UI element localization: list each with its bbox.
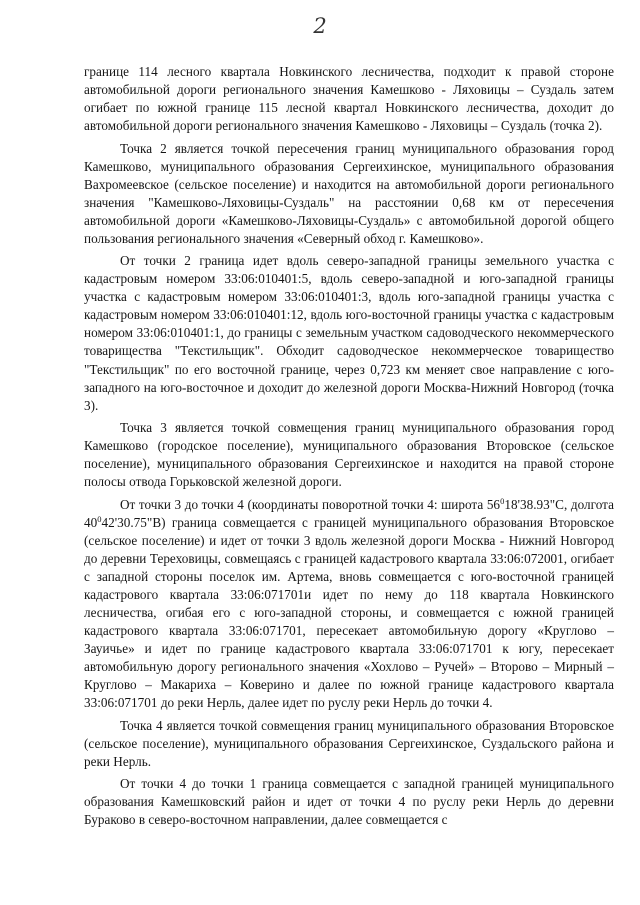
paragraph-continuation: границе 114 лесного квартала Новкинского лесничества, подходит к правой стороне автомобильной дороги регионального значения Камешково - Ляховицы – Суздаль затем огибает по южной границе 115 лесной квартал Новкинского лесничества, доходит до автомобильной дороги регионального значения Камешково - Ляховицы – Суздаль (точка 2).	[84, 64, 614, 134]
paragraph-route-point-4-to-1: От точки 4 до точки 1 граница совмещается с западной границей муниципального образования Камешковский район и идет от точки 4 по руслу реки Нерль до деревни Бураково в северо-восточном направлении, далее совмещается с	[84, 776, 614, 828]
document-body	[84, 63, 614, 829]
route-3-4-rest: 42'30.75"В) граница совмещается с границей муниципального образования Второвское (сельское поселение) и идет от точки 3 вдоль железной дороги Москва - Нижний Новгород до деревни Тереховицы, совмещаясь с границей кадастрового квартала 33:06:072001, огибает с западной стороны поселок им. Артема, вновь совмещается с юго-восточной границей кадастрового квартала 33:06:071701и идет по нему до 118 квартала Новкинского лесничества, огибая его с юго-западной стороны, и совмещается с южной границей кадастрового квартала 33:06:071701, пересекает автомобильную дорогу «Круглово – Зауичье» и идет по границе кадастрового квартала 33:06:071701 к югу, пересекает автомобильную дорогу регионального значения «Хохлово – Ручей» – Второво – Мирный – Круглово – Макариха – Коверино и далее по южной границе кадастрового квартала 33:06:071701 до реки Нерль, далее идет по руслу реки Нерль до точки 4.	[84, 514, 614, 711]
latitude-rest: 18'38.93"С, долгота 40	[84, 496, 614, 530]
paragraph-route-point-3-to-4	[84, 496, 614, 713]
page-number: 2	[313, 14, 327, 38]
route-3-4-start: От точки 3 до точки 4 (координаты поворотной точки 4: широта 56	[120, 496, 501, 512]
paragraph-point-2: Точка 2 является точкой пересечения границ муниципального образования город Камешково, муниципального образования Сергеихинское, муниципального образования Вахромеевское (сельское поселение) и находится на автомобильной дороги регионального значения "Камешково-Ляховицы-Суздаль" на расстоянии 0,68 км от пересечения автомобильной дороги «Камешково-Ляховицы-Суздаль» с автомобильной дорогой общего пользования регионального значения «Северный обход г. Камешково».	[84, 140, 614, 246]
paragraph-route-point-2-to-3: От точки 2 граница идет вдоль северо-западной границы земельного участка с кадастровым номером 33:06:010401:5, вдоль северо-западной и юго-западной границы участка с кадастровым номером 33:06:010401:3, вдоль юго-западной границы участка с кадастровым номером 33:06:010401:12, вдоль юго-восточной границы участка с кадастровым номером 33:06:010401:1, до границы с земельным участком садоводческого некоммерческого товарищества "Текстильщик". Обходит садоводческое некоммерческое товарищество "Текстильщик" по его восточной границе, через 0,723 км меняет свое направление с юго-западного на юго-восточное и доходит до железной дороги Москва-Нижний Новгород (точка 3).	[84, 253, 614, 413]
paragraph-point-3: Точка 3 является точкой совмещения границ муниципального образования город Камешково (городское поселение), муниципального образования Второвское (сельское поселение), муниципального образования Сергеихинское и находится на правой стороне полосы отвода Горьковской железной дороги.	[84, 420, 614, 490]
paragraph-point-4: Точка 4 является точкой совмещения границ муниципального образования Второвское (сельское поселение), муниципального образования Сергеихинское, Суздальского района и реки Нерль.	[84, 717, 614, 769]
longitude-degree-mark: 0	[97, 513, 102, 524]
latitude-degree-mark: 0	[500, 495, 505, 506]
